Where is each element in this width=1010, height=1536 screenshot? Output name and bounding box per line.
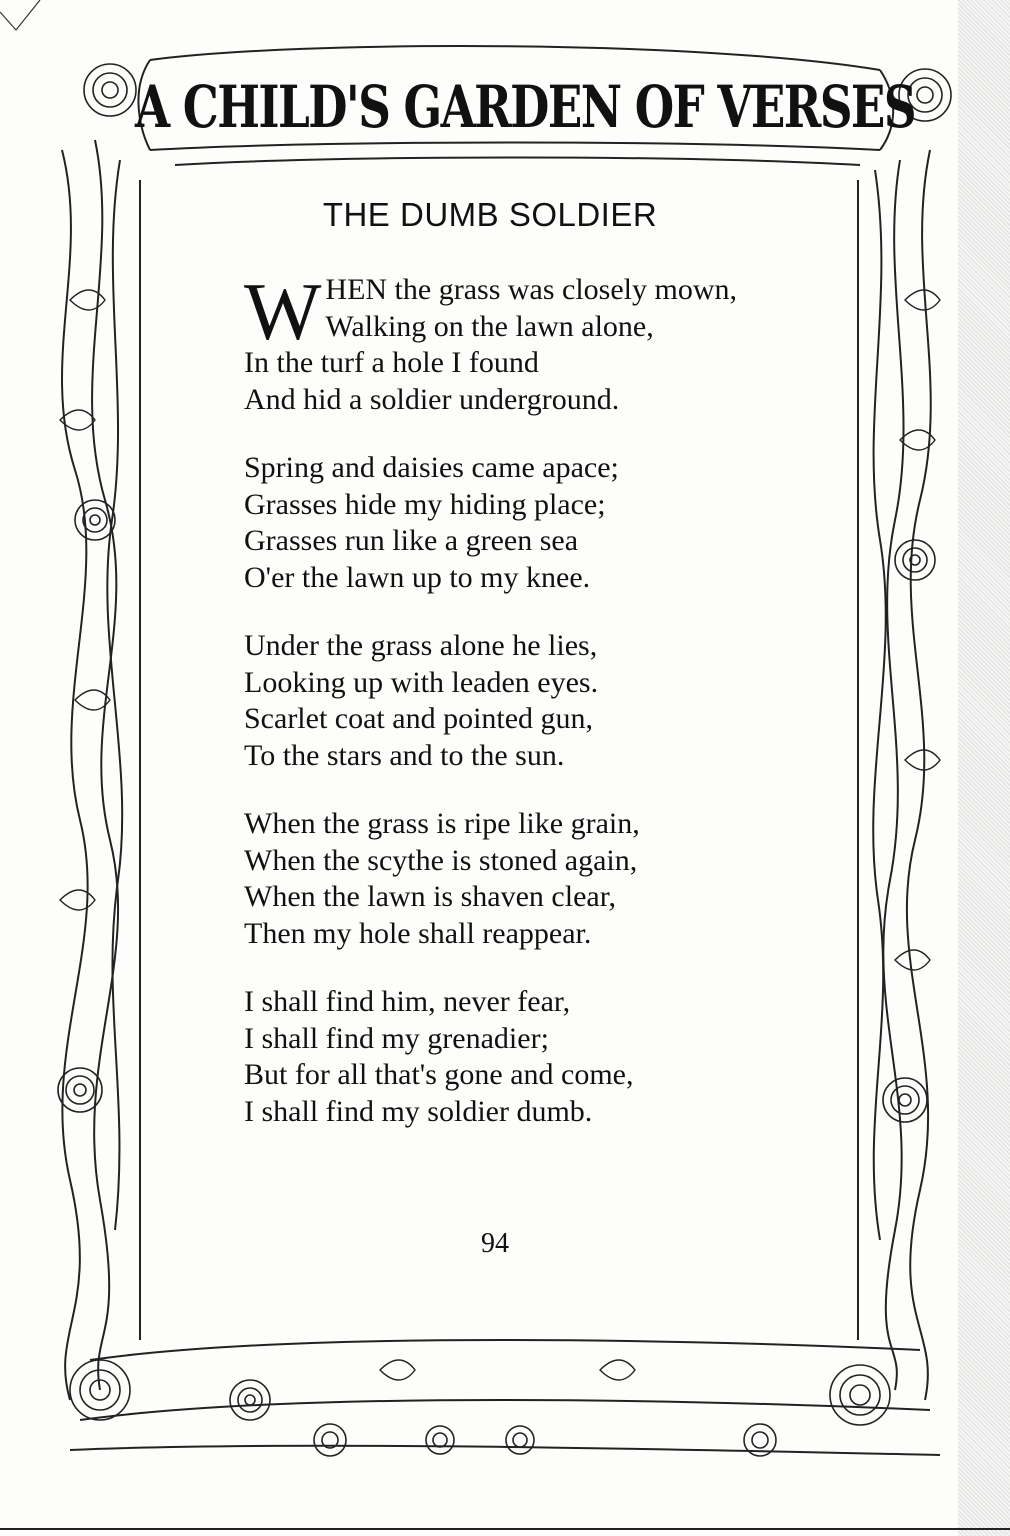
book-title-banner: A CHILD'S GARDEN OF VERSES <box>135 73 915 141</box>
poem-line: Walking on the lawn alone, <box>325 309 654 343</box>
poem-line: I shall find him, never fear, <box>244 985 571 1018</box>
stanza-2 <box>244 450 804 596</box>
poem-line: Grasses hide my hiding place; <box>244 487 606 521</box>
poem-line: When the scythe is stoned again, <box>244 843 638 877</box>
poem-body <box>244 266 804 1162</box>
poem-title: THE DUMB SOLDIER <box>322 196 658 233</box>
poem-line: Looking up with leaden eyes. <box>244 665 599 699</box>
poem-line: I shall find my soldier dumb. <box>244 1094 593 1128</box>
poem-line: When the grass is ripe like grain, <box>244 807 640 840</box>
drop-cap: W <box>244 266 322 357</box>
poem-line: To the stars and to the sun. <box>244 738 565 772</box>
poem-line: Spring and daisies came apace; <box>244 451 619 484</box>
stanza-1 <box>244 266 804 418</box>
poem-line: Grasses run like a green sea <box>244 524 579 557</box>
poem-line: Under the grass alone he lies, <box>244 629 598 662</box>
poem-line: I shall find my grenadier; <box>244 1021 549 1055</box>
stanza-5 <box>244 984 804 1130</box>
stanza-3 <box>244 628 804 774</box>
poem-line: Then my hole shall reappear. <box>244 916 592 950</box>
poem-line: When the lawn is shaven clear, <box>244 880 616 913</box>
poem-line: Scarlet coat and pointed gun, <box>244 702 594 735</box>
poem-line: And hid a soldier underground. <box>244 382 620 416</box>
poem-line: But for all that's gone and come, <box>244 1058 634 1091</box>
poem-line: O'er the lawn up to my knee. <box>244 560 591 594</box>
page-number: 94 <box>481 1228 509 1259</box>
stanza-4 <box>244 806 804 952</box>
poem-line: HEN the grass was closely mown, <box>325 273 737 306</box>
poem-line: In the turf a hole I found <box>244 346 539 379</box>
bottom-rule <box>0 1528 1010 1530</box>
